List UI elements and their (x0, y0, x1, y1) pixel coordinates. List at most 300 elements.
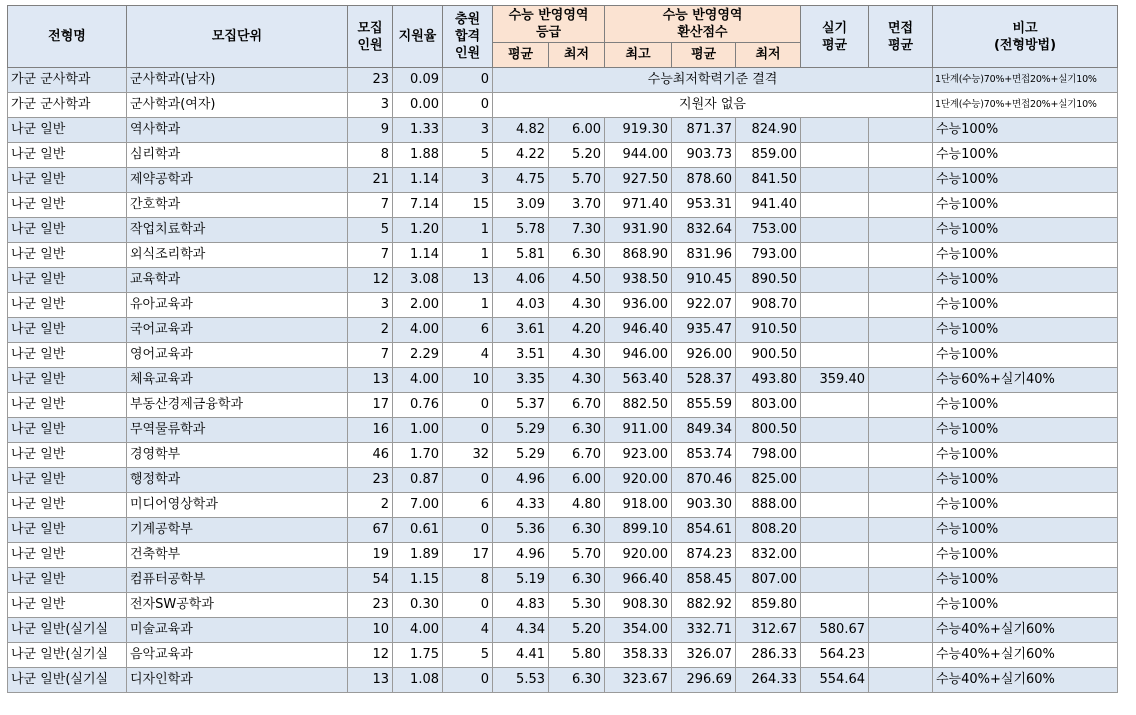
cell-interview (869, 143, 933, 168)
header-score-max: 최고 (605, 43, 672, 68)
cell-type: 나군 일반 (8, 593, 127, 618)
cell-interview (869, 243, 933, 268)
cell-type: 나군 일반 (8, 143, 127, 168)
cell-practical (801, 243, 869, 268)
cell-score-avg: 903.73 (672, 143, 736, 168)
cell-score-min: 793.00 (736, 243, 801, 268)
cell-score-avg: 832.64 (672, 218, 736, 243)
cell-extra: 0 (443, 393, 493, 418)
cell-unit: 디자인학과 (127, 668, 348, 693)
cell-score-max: 908.30 (605, 593, 672, 618)
cell-score-avg: 853.74 (672, 443, 736, 468)
cell-grade-min: 6.30 (549, 518, 605, 543)
cell-grade-min: 4.80 (549, 493, 605, 518)
cell-unit: 전자SW공학과 (127, 593, 348, 618)
table-row (8, 243, 1118, 268)
cell-note: 수능100% (933, 318, 1118, 343)
cell-score-max: 944.00 (605, 143, 672, 168)
cell-message: 수능최저학력기준 결격 (493, 68, 933, 93)
cell-grade-min: 6.30 (549, 418, 605, 443)
cell-interview (869, 618, 933, 643)
cell-grade-avg: 4.82 (493, 118, 549, 143)
cell-extra: 3 (443, 168, 493, 193)
cell-score-avg: 871.37 (672, 118, 736, 143)
cell-extra: 8 (443, 568, 493, 593)
cell-score-avg: 903.30 (672, 493, 736, 518)
cell-score-max: 920.00 (605, 543, 672, 568)
cell-score-max: 563.40 (605, 368, 672, 393)
cell-interview (869, 368, 933, 393)
table-row (8, 393, 1118, 418)
cell-unit: 체육교육과 (127, 368, 348, 393)
cell-note: 수능100% (933, 543, 1118, 568)
cell-unit: 부동산경제금융학과 (127, 393, 348, 418)
header-quota: 모집 인원 (348, 6, 393, 68)
cell-practical (801, 443, 869, 468)
cell-interview (869, 168, 933, 193)
header-grade-avg: 평균 (493, 43, 549, 68)
cell-ratio: 2.29 (393, 343, 443, 368)
cell-unit: 국어교육과 (127, 318, 348, 343)
cell-extra: 0 (443, 518, 493, 543)
cell-grade-avg: 5.19 (493, 568, 549, 593)
table-row (8, 193, 1118, 218)
table-row (8, 318, 1118, 343)
header-grade-min: 최저 (549, 43, 605, 68)
cell-extra: 0 (443, 418, 493, 443)
cell-grade-avg: 4.75 (493, 168, 549, 193)
cell-ratio: 0.09 (393, 68, 443, 93)
cell-grade-avg: 4.96 (493, 468, 549, 493)
cell-interview (869, 393, 933, 418)
cell-quota: 7 (348, 343, 393, 368)
cell-score-max: 966.40 (605, 568, 672, 593)
cell-extra: 13 (443, 268, 493, 293)
cell-type: 나군 일반 (8, 243, 127, 268)
cell-ratio: 1.33 (393, 118, 443, 143)
cell-extra: 1 (443, 218, 493, 243)
cell-extra: 1 (443, 293, 493, 318)
cell-ratio: 0.76 (393, 393, 443, 418)
cell-note: 1단계(수능)70%+면접20%+실기10% (933, 68, 1118, 93)
cell-grade-avg: 3.61 (493, 318, 549, 343)
cell-practical (801, 168, 869, 193)
cell-note: 수능100% (933, 393, 1118, 418)
cell-interview (869, 218, 933, 243)
header-practical: 실기 평균 (801, 6, 869, 68)
cell-unit: 외식조리학과 (127, 243, 348, 268)
cell-score-avg: 296.69 (672, 668, 736, 693)
cell-quota: 12 (348, 268, 393, 293)
cell-interview (869, 293, 933, 318)
header-ratio: 지원율 (393, 6, 443, 68)
cell-type: 나군 일반 (8, 468, 127, 493)
cell-ratio: 2.00 (393, 293, 443, 318)
cell-unit: 행정학과 (127, 468, 348, 493)
cell-note: 수능100% (933, 218, 1118, 243)
cell-grade-min: 6.00 (549, 118, 605, 143)
cell-ratio: 3.08 (393, 268, 443, 293)
cell-quota: 23 (348, 68, 393, 93)
cell-quota: 54 (348, 568, 393, 593)
cell-grade-min: 6.70 (549, 393, 605, 418)
cell-note: 수능100% (933, 143, 1118, 168)
cell-quota: 8 (348, 143, 393, 168)
cell-quota: 13 (348, 668, 393, 693)
cell-type: 나군 일반 (8, 368, 127, 393)
cell-quota: 5 (348, 218, 393, 243)
cell-type: 나군 일반 (8, 543, 127, 568)
cell-grade-avg: 5.29 (493, 443, 549, 468)
cell-unit: 군사학과(여자) (127, 93, 348, 118)
table-row (8, 118, 1118, 143)
header-type: 전형명 (8, 6, 127, 68)
table-row (8, 643, 1118, 668)
cell-grade-avg: 5.81 (493, 243, 549, 268)
cell-note: 수능60%+실기40% (933, 368, 1118, 393)
cell-message: 지원자 없음 (493, 93, 933, 118)
table-row (8, 568, 1118, 593)
cell-type: 나군 일반 (8, 443, 127, 468)
cell-interview (869, 668, 933, 693)
cell-score-avg: 326.07 (672, 643, 736, 668)
cell-extra: 0 (443, 93, 493, 118)
cell-grade-avg: 4.41 (493, 643, 549, 668)
cell-extra: 4 (443, 618, 493, 643)
cell-type: 나군 일반 (8, 393, 127, 418)
cell-unit: 영어교육과 (127, 343, 348, 368)
cell-practical (801, 468, 869, 493)
header-extra: 충원 합격 인원 (443, 6, 493, 68)
cell-score-min: 825.00 (736, 468, 801, 493)
cell-practical (801, 418, 869, 443)
cell-score-min: 900.50 (736, 343, 801, 368)
cell-ratio: 0.87 (393, 468, 443, 493)
cell-score-min: 824.90 (736, 118, 801, 143)
cell-unit: 미디어영상학과 (127, 493, 348, 518)
cell-interview (869, 268, 933, 293)
cell-grade-avg: 5.36 (493, 518, 549, 543)
cell-grade-min: 4.50 (549, 268, 605, 293)
cell-grade-avg: 5.53 (493, 668, 549, 693)
cell-note: 수능100% (933, 268, 1118, 293)
cell-note: 수능40%+실기60% (933, 618, 1118, 643)
cell-practical (801, 193, 869, 218)
cell-score-max: 868.90 (605, 243, 672, 268)
cell-quota: 67 (348, 518, 393, 543)
cell-grade-min: 5.70 (549, 543, 605, 568)
cell-type: 나군 일반 (8, 268, 127, 293)
cell-grade-min: 5.80 (549, 643, 605, 668)
cell-score-avg: 855.59 (672, 393, 736, 418)
cell-unit: 간호학과 (127, 193, 348, 218)
cell-note: 수능100% (933, 168, 1118, 193)
table-row (8, 268, 1118, 293)
cell-score-min: 803.00 (736, 393, 801, 418)
cell-grade-min: 6.30 (549, 243, 605, 268)
cell-grade-min: 5.20 (549, 618, 605, 643)
cell-quota: 7 (348, 193, 393, 218)
cell-type: 나군 일반 (8, 343, 127, 368)
cell-grade-avg: 4.96 (493, 543, 549, 568)
cell-grade-min: 6.70 (549, 443, 605, 468)
cell-score-max: 946.00 (605, 343, 672, 368)
cell-score-min: 941.40 (736, 193, 801, 218)
table-row (8, 168, 1118, 193)
cell-type: 가군 군사학과 (8, 68, 127, 93)
cell-note: 수능100% (933, 418, 1118, 443)
cell-score-min: 908.70 (736, 293, 801, 318)
cell-practical: 580.67 (801, 618, 869, 643)
cell-type: 나군 일반 (8, 218, 127, 243)
cell-grade-avg: 4.83 (493, 593, 549, 618)
cell-interview (869, 593, 933, 618)
cell-score-avg: 854.61 (672, 518, 736, 543)
cell-ratio: 4.00 (393, 318, 443, 343)
cell-quota: 12 (348, 643, 393, 668)
cell-score-max: 946.40 (605, 318, 672, 343)
cell-score-min: 841.50 (736, 168, 801, 193)
cell-ratio: 7.14 (393, 193, 443, 218)
cell-score-min: 493.80 (736, 368, 801, 393)
cell-ratio: 1.14 (393, 243, 443, 268)
cell-practical (801, 318, 869, 343)
cell-score-max: 938.50 (605, 268, 672, 293)
cell-grade-min: 7.30 (549, 218, 605, 243)
cell-score-max: 919.30 (605, 118, 672, 143)
cell-score-min: 859.00 (736, 143, 801, 168)
cell-score-avg: 922.07 (672, 293, 736, 318)
cell-score-avg: 870.46 (672, 468, 736, 493)
cell-grade-avg: 5.78 (493, 218, 549, 243)
cell-note: 수능100% (933, 468, 1118, 493)
cell-practical (801, 218, 869, 243)
cell-type: 나군 일반 (8, 193, 127, 218)
cell-note: 수능100% (933, 243, 1118, 268)
cell-quota: 17 (348, 393, 393, 418)
cell-interview (869, 643, 933, 668)
cell-score-avg: 878.60 (672, 168, 736, 193)
cell-unit: 작업치료학과 (127, 218, 348, 243)
cell-unit: 역사학과 (127, 118, 348, 143)
cell-quota: 2 (348, 318, 393, 343)
cell-unit: 교육학과 (127, 268, 348, 293)
cell-extra: 5 (443, 143, 493, 168)
cell-quota: 23 (348, 593, 393, 618)
cell-grade-avg: 3.09 (493, 193, 549, 218)
cell-unit: 군사학과(남자) (127, 68, 348, 93)
table-row (8, 493, 1118, 518)
cell-grade-min: 5.70 (549, 168, 605, 193)
cell-unit: 무역물류학과 (127, 418, 348, 443)
cell-type: 나군 일반 (8, 518, 127, 543)
cell-ratio: 0.61 (393, 518, 443, 543)
header-note: 비고 (전형방법) (933, 6, 1118, 68)
cell-type: 나군 일반(실기실 (8, 643, 127, 668)
cell-interview (869, 118, 933, 143)
cell-note: 수능100% (933, 343, 1118, 368)
table-row (8, 468, 1118, 493)
cell-score-max: 927.50 (605, 168, 672, 193)
cell-ratio: 0.00 (393, 93, 443, 118)
cell-extra: 15 (443, 193, 493, 218)
cell-score-min: 807.00 (736, 568, 801, 593)
header-score-min: 최저 (736, 43, 801, 68)
cell-practical (801, 393, 869, 418)
cell-unit: 제약공학과 (127, 168, 348, 193)
table-row (8, 418, 1118, 443)
cell-score-avg: 910.45 (672, 268, 736, 293)
cell-grade-avg: 4.34 (493, 618, 549, 643)
cell-interview (869, 193, 933, 218)
cell-grade-min: 5.30 (549, 593, 605, 618)
cell-grade-min: 6.30 (549, 568, 605, 593)
cell-unit: 기계공학부 (127, 518, 348, 543)
header-unit: 모집단위 (127, 6, 348, 68)
cell-unit: 미술교육과 (127, 618, 348, 643)
cell-interview (869, 543, 933, 568)
cell-score-max: 323.67 (605, 668, 672, 693)
cell-interview (869, 318, 933, 343)
cell-ratio: 1.08 (393, 668, 443, 693)
cell-type: 나군 일반 (8, 293, 127, 318)
cell-score-max: 899.10 (605, 518, 672, 543)
cell-ratio: 0.30 (393, 593, 443, 618)
cell-unit: 컴퓨터공학부 (127, 568, 348, 593)
cell-score-max: 911.00 (605, 418, 672, 443)
table-row (8, 443, 1118, 468)
cell-ratio: 4.00 (393, 618, 443, 643)
cell-grade-min: 4.30 (549, 343, 605, 368)
cell-grade-min: 3.70 (549, 193, 605, 218)
cell-practical (801, 518, 869, 543)
cell-extra: 10 (443, 368, 493, 393)
cell-practical (801, 493, 869, 518)
table-row (8, 368, 1118, 393)
cell-score-min: 264.33 (736, 668, 801, 693)
table-row (8, 543, 1118, 568)
table-row (8, 293, 1118, 318)
cell-score-avg: 528.37 (672, 368, 736, 393)
cell-grade-avg: 4.06 (493, 268, 549, 293)
cell-extra: 32 (443, 443, 493, 468)
cell-extra: 6 (443, 493, 493, 518)
cell-type: 나군 일반(실기실 (8, 618, 127, 643)
cell-quota: 2 (348, 493, 393, 518)
cell-practical: 359.40 (801, 368, 869, 393)
cell-interview (869, 418, 933, 443)
cell-score-min: 832.00 (736, 543, 801, 568)
cell-score-max: 936.00 (605, 293, 672, 318)
cell-interview (869, 468, 933, 493)
cell-extra: 1 (443, 243, 493, 268)
cell-score-max: 918.00 (605, 493, 672, 518)
cell-quota: 13 (348, 368, 393, 393)
cell-score-max: 358.33 (605, 643, 672, 668)
cell-score-max: 923.00 (605, 443, 672, 468)
cell-note: 수능40%+실기60% (933, 643, 1118, 668)
table-row (8, 518, 1118, 543)
cell-practical (801, 593, 869, 618)
cell-interview (869, 443, 933, 468)
cell-note: 수능40%+실기60% (933, 668, 1118, 693)
cell-note: 수능100% (933, 518, 1118, 543)
cell-note: 수능100% (933, 568, 1118, 593)
cell-score-avg: 935.47 (672, 318, 736, 343)
table-row (8, 93, 1118, 118)
cell-grade-avg: 4.33 (493, 493, 549, 518)
cell-note: 수능100% (933, 493, 1118, 518)
admission-results-sheet (7, 5, 1118, 693)
cell-score-avg: 332.71 (672, 618, 736, 643)
cell-quota: 7 (348, 243, 393, 268)
cell-note: 수능100% (933, 118, 1118, 143)
cell-interview (869, 493, 933, 518)
cell-type: 나군 일반 (8, 168, 127, 193)
cell-type: 나군 일반 (8, 118, 127, 143)
cell-score-min: 800.50 (736, 418, 801, 443)
cell-interview (869, 568, 933, 593)
cell-ratio: 7.00 (393, 493, 443, 518)
cell-extra: 6 (443, 318, 493, 343)
table-row (8, 143, 1118, 168)
cell-interview (869, 518, 933, 543)
cell-score-min: 859.80 (736, 593, 801, 618)
cell-grade-avg: 5.29 (493, 418, 549, 443)
cell-unit: 심리학과 (127, 143, 348, 168)
cell-score-avg: 858.45 (672, 568, 736, 593)
cell-extra: 3 (443, 118, 493, 143)
cell-grade-avg: 4.03 (493, 293, 549, 318)
cell-type: 나군 일반 (8, 318, 127, 343)
cell-type: 나군 일반 (8, 493, 127, 518)
cell-score-min: 890.50 (736, 268, 801, 293)
cell-ratio: 1.14 (393, 168, 443, 193)
cell-type: 나군 일반 (8, 568, 127, 593)
cell-quota: 21 (348, 168, 393, 193)
cell-grade-min: 6.00 (549, 468, 605, 493)
cell-quota: 10 (348, 618, 393, 643)
table-header (8, 6, 1118, 68)
cell-practical (801, 568, 869, 593)
cell-score-avg: 953.31 (672, 193, 736, 218)
cell-quota: 9 (348, 118, 393, 143)
cell-ratio: 4.00 (393, 368, 443, 393)
cell-score-max: 920.00 (605, 468, 672, 493)
cell-unit: 음악교육과 (127, 643, 348, 668)
table-row (8, 618, 1118, 643)
cell-quota: 19 (348, 543, 393, 568)
cell-ratio: 1.89 (393, 543, 443, 568)
cell-note: 수능100% (933, 593, 1118, 618)
cell-note: 수능100% (933, 193, 1118, 218)
cell-note: 1단계(수능)70%+면접20%+실기10% (933, 93, 1118, 118)
cell-score-min: 798.00 (736, 443, 801, 468)
cell-score-avg: 882.92 (672, 593, 736, 618)
cell-type: 나군 일반(실기실 (8, 668, 127, 693)
cell-ratio: 1.20 (393, 218, 443, 243)
cell-quota: 23 (348, 468, 393, 493)
cell-type: 나군 일반 (8, 418, 127, 443)
cell-ratio: 1.00 (393, 418, 443, 443)
table-row (8, 343, 1118, 368)
cell-practical (801, 143, 869, 168)
cell-score-avg: 831.96 (672, 243, 736, 268)
cell-grade-avg: 3.51 (493, 343, 549, 368)
cell-practical: 554.64 (801, 668, 869, 693)
cell-score-avg: 926.00 (672, 343, 736, 368)
cell-score-avg: 874.23 (672, 543, 736, 568)
